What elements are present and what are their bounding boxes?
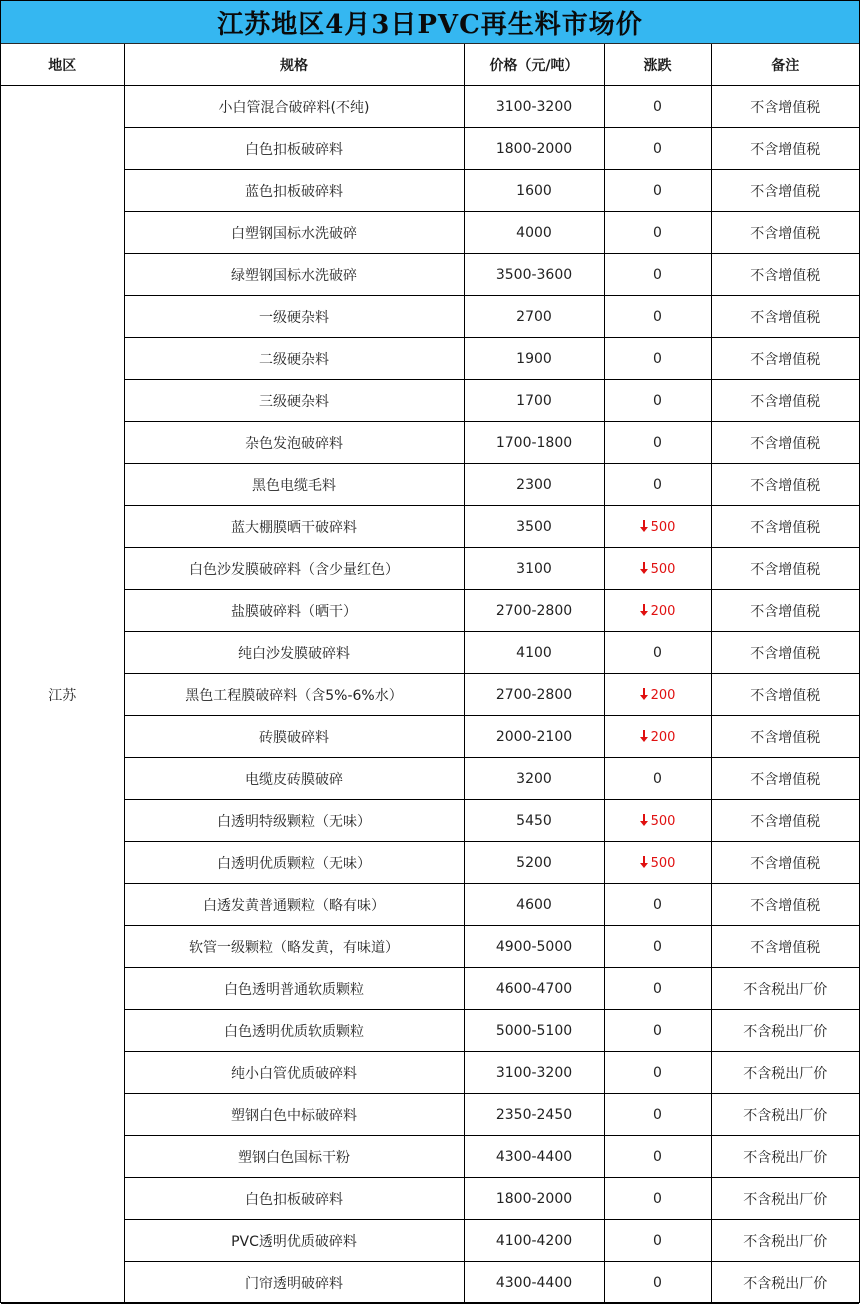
change-cell [604,1010,711,1052]
arrow-down-icon [640,856,648,868]
change-cell [604,674,711,716]
table-row [1,590,859,632]
note-cell: 不含税出厂价 [711,1052,859,1094]
price-cell: 3100-3200 [464,86,604,128]
arrow-down-icon [640,814,648,826]
table-row [1,464,859,506]
change-value: 0 [653,392,662,409]
header-price: 价格（元/吨） [464,44,604,86]
change-cell [604,1052,711,1094]
price-cell: 1700 [464,380,604,422]
table-row [1,716,859,758]
note-cell: 不含增值税 [711,842,859,884]
note-cell: 不含增值税 [711,380,859,422]
note-cell: 不含增值税 [711,128,859,170]
note-cell: 不含税出厂价 [711,1220,859,1262]
note-cell: 不含税出厂价 [711,1010,859,1052]
change-value: 0 [653,308,662,325]
change-cell [604,128,711,170]
change-value: 0 [653,1064,662,1081]
change-value: 0 [653,266,662,283]
table-row [1,1136,859,1178]
change-value: 0 [653,224,662,241]
change-cell [604,1262,711,1304]
change-value: 500 [650,813,676,829]
table-body [1,86,859,1304]
change-cell [604,464,711,506]
note-cell: 不含税出厂价 [711,968,859,1010]
table-row [1,86,859,128]
arrow-down-icon [640,688,648,700]
table-row [1,548,859,590]
table-row [1,1094,859,1136]
price-cell: 3500 [464,506,604,548]
change-value: 0 [653,1022,662,1039]
sheet-title: 江苏地区4月3日PVC再生料市场价 [1,1,859,44]
price-cell: 3100 [464,548,604,590]
spec-cell: 白色扣板破碎料 [124,1178,464,1220]
change-cell [604,422,711,464]
table-row [1,884,859,926]
table-header [1,44,859,86]
spec-cell: 白塑钢国标水洗破碎 [124,212,464,254]
change-value: 0 [653,1274,662,1291]
price-cell: 5450 [464,800,604,842]
spec-cell: 盐膜破碎料（晒干） [124,590,464,632]
change-cell [604,1178,711,1220]
note-cell: 不含增值税 [711,338,859,380]
spec-cell: 砖膜破碎料 [124,716,464,758]
table-row [1,128,859,170]
spec-cell: 塑钢白色中标破碎料 [124,1094,464,1136]
price-cell: 5000-5100 [464,1010,604,1052]
change-cell [604,1094,711,1136]
spec-cell: 白色透明优质软质颗粒 [124,1010,464,1052]
spec-cell: 蓝大棚膜晒干破碎料 [124,506,464,548]
price-cell: 4600-4700 [464,968,604,1010]
table-row [1,380,859,422]
spec-cell: 纯白沙发膜破碎料 [124,632,464,674]
table-row [1,758,859,800]
change-value: 0 [653,182,662,199]
price-cell: 2700-2800 [464,590,604,632]
change-cell [604,590,711,632]
change-cell [604,1220,711,1262]
change-value: 0 [653,434,662,451]
table-row [1,1220,859,1262]
price-cell: 4300-4400 [464,1136,604,1178]
change-value: 0 [653,476,662,493]
change-value: 0 [653,938,662,955]
table-row [1,632,859,674]
note-cell: 不含增值税 [711,170,859,212]
change-value: 0 [653,1232,662,1249]
change-cell [604,968,711,1010]
change-cell [604,758,711,800]
spec-cell: 三级硬杂料 [124,380,464,422]
change-cell [604,548,711,590]
table-row [1,674,859,716]
spec-cell: 白透明优质颗粒（无味） [124,842,464,884]
price-cell: 4600 [464,884,604,926]
price-cell: 4000 [464,212,604,254]
note-cell: 不含增值税 [711,422,859,464]
price-cell: 3100-3200 [464,1052,604,1094]
change-value: 0 [653,140,662,157]
change-value: 200 [650,603,676,619]
price-cell: 1700-1800 [464,422,604,464]
table-row [1,506,859,548]
price-cell: 4100-4200 [464,1220,604,1262]
spec-cell: 软管一级颗粒（略发黄，有味道） [124,926,464,968]
note-cell: 不含增值税 [711,212,859,254]
change-cell [604,86,711,128]
price-cell: 2000-2100 [464,716,604,758]
note-cell: 不含增值税 [711,506,859,548]
change-cell [604,506,711,548]
price-cell: 2350-2450 [464,1094,604,1136]
change-cell [604,716,711,758]
table-row [1,926,859,968]
table-row [1,254,859,296]
arrow-down-icon [640,604,648,616]
spec-cell: 二级硬杂料 [124,338,464,380]
change-value: 500 [650,561,676,577]
price-cell: 3500-3600 [464,254,604,296]
note-cell: 不含税出厂价 [711,1262,859,1304]
note-cell: 不含增值税 [711,884,859,926]
note-cell: 不含增值税 [711,674,859,716]
table-row [1,212,859,254]
change-cell [604,1136,711,1178]
note-cell: 不含增值税 [711,758,859,800]
header-note: 备注 [711,44,859,86]
note-cell: 不含增值税 [711,86,859,128]
table-row [1,422,859,464]
note-cell: 不含增值税 [711,590,859,632]
change-cell [604,632,711,674]
price-cell: 1800-2000 [464,1178,604,1220]
arrow-down-icon [640,520,648,532]
table-row [1,1262,859,1304]
table-row [1,1178,859,1220]
price-table [1,44,859,1304]
spec-cell: 白色透明普通软质颗粒 [124,968,464,1010]
price-cell: 5200 [464,842,604,884]
note-cell: 不含增值税 [711,632,859,674]
table-row [1,338,859,380]
change-value: 0 [653,1106,662,1123]
header-change: 涨跌 [604,44,711,86]
table-row [1,842,859,884]
arrow-down-icon [640,730,648,742]
note-cell: 不含增值税 [711,548,859,590]
table-row [1,296,859,338]
change-value: 500 [650,519,676,535]
change-value: 0 [653,896,662,913]
header-region: 地区 [1,44,124,86]
change-cell [604,212,711,254]
price-cell: 2700-2800 [464,674,604,716]
change-cell [604,884,711,926]
header-spec: 规格 [124,44,464,86]
spec-cell: 绿塑钢国标水洗破碎 [124,254,464,296]
spec-cell: 塑钢白色国标干粉 [124,1136,464,1178]
spec-cell: 黑色工程膜破碎料（含5%-6%水） [124,674,464,716]
price-cell: 1600 [464,170,604,212]
change-value: 0 [653,770,662,787]
spec-cell: 门帘透明破碎料 [124,1262,464,1304]
change-cell [604,380,711,422]
change-value: 0 [653,98,662,115]
price-cell: 2700 [464,296,604,338]
change-cell [604,842,711,884]
change-cell [604,926,711,968]
spec-cell: 白色沙发膜破碎料（含少量红色） [124,548,464,590]
change-cell [604,296,711,338]
price-cell: 4900-5000 [464,926,604,968]
change-value: 0 [653,350,662,367]
change-value: 500 [650,855,676,871]
spec-cell: 白色扣板破碎料 [124,128,464,170]
spec-cell: 白透明特级颗粒（无味） [124,800,464,842]
table-row [1,968,859,1010]
price-cell: 4300-4400 [464,1262,604,1304]
change-value: 0 [653,644,662,661]
change-value: 0 [653,980,662,997]
arrow-down-icon [640,562,648,574]
spec-cell: 白透发黄普通颗粒（略有味） [124,884,464,926]
price-cell: 4100 [464,632,604,674]
change-value: 200 [650,729,676,745]
change-cell [604,170,711,212]
table-row [1,1010,859,1052]
price-cell: 1900 [464,338,604,380]
region-cell: 江苏 [1,86,124,1304]
change-cell [604,254,711,296]
note-cell: 不含增值税 [711,254,859,296]
note-cell: 不含增值税 [711,716,859,758]
note-cell: 不含税出厂价 [711,1178,859,1220]
spec-cell: 电缆皮砖膜破碎 [124,758,464,800]
spec-cell: 小白管混合破碎料(不纯) [124,86,464,128]
spec-cell: 一级硬杂料 [124,296,464,338]
spec-cell: 蓝色扣板破碎料 [124,170,464,212]
price-cell: 3200 [464,758,604,800]
change-value: 0 [653,1148,662,1165]
note-cell: 不含增值税 [711,926,859,968]
price-cell: 2300 [464,464,604,506]
price-cell: 1800-2000 [464,128,604,170]
note-cell: 不含增值税 [711,464,859,506]
spec-cell: 杂色发泡破碎料 [124,422,464,464]
note-cell: 不含增值税 [711,296,859,338]
table-row [1,1052,859,1094]
change-value: 0 [653,1190,662,1207]
change-value: 200 [650,687,676,703]
spec-cell: 黑色电缆毛料 [124,464,464,506]
change-cell [604,800,711,842]
note-cell: 不含税出厂价 [711,1136,859,1178]
change-cell [604,338,711,380]
table-row [1,170,859,212]
spec-cell: 纯小白管优质破碎料 [124,1052,464,1094]
table-row [1,800,859,842]
note-cell: 不含税出厂价 [711,1094,859,1136]
spec-cell: PVC透明优质破碎料 [124,1220,464,1262]
note-cell: 不含增值税 [711,800,859,842]
